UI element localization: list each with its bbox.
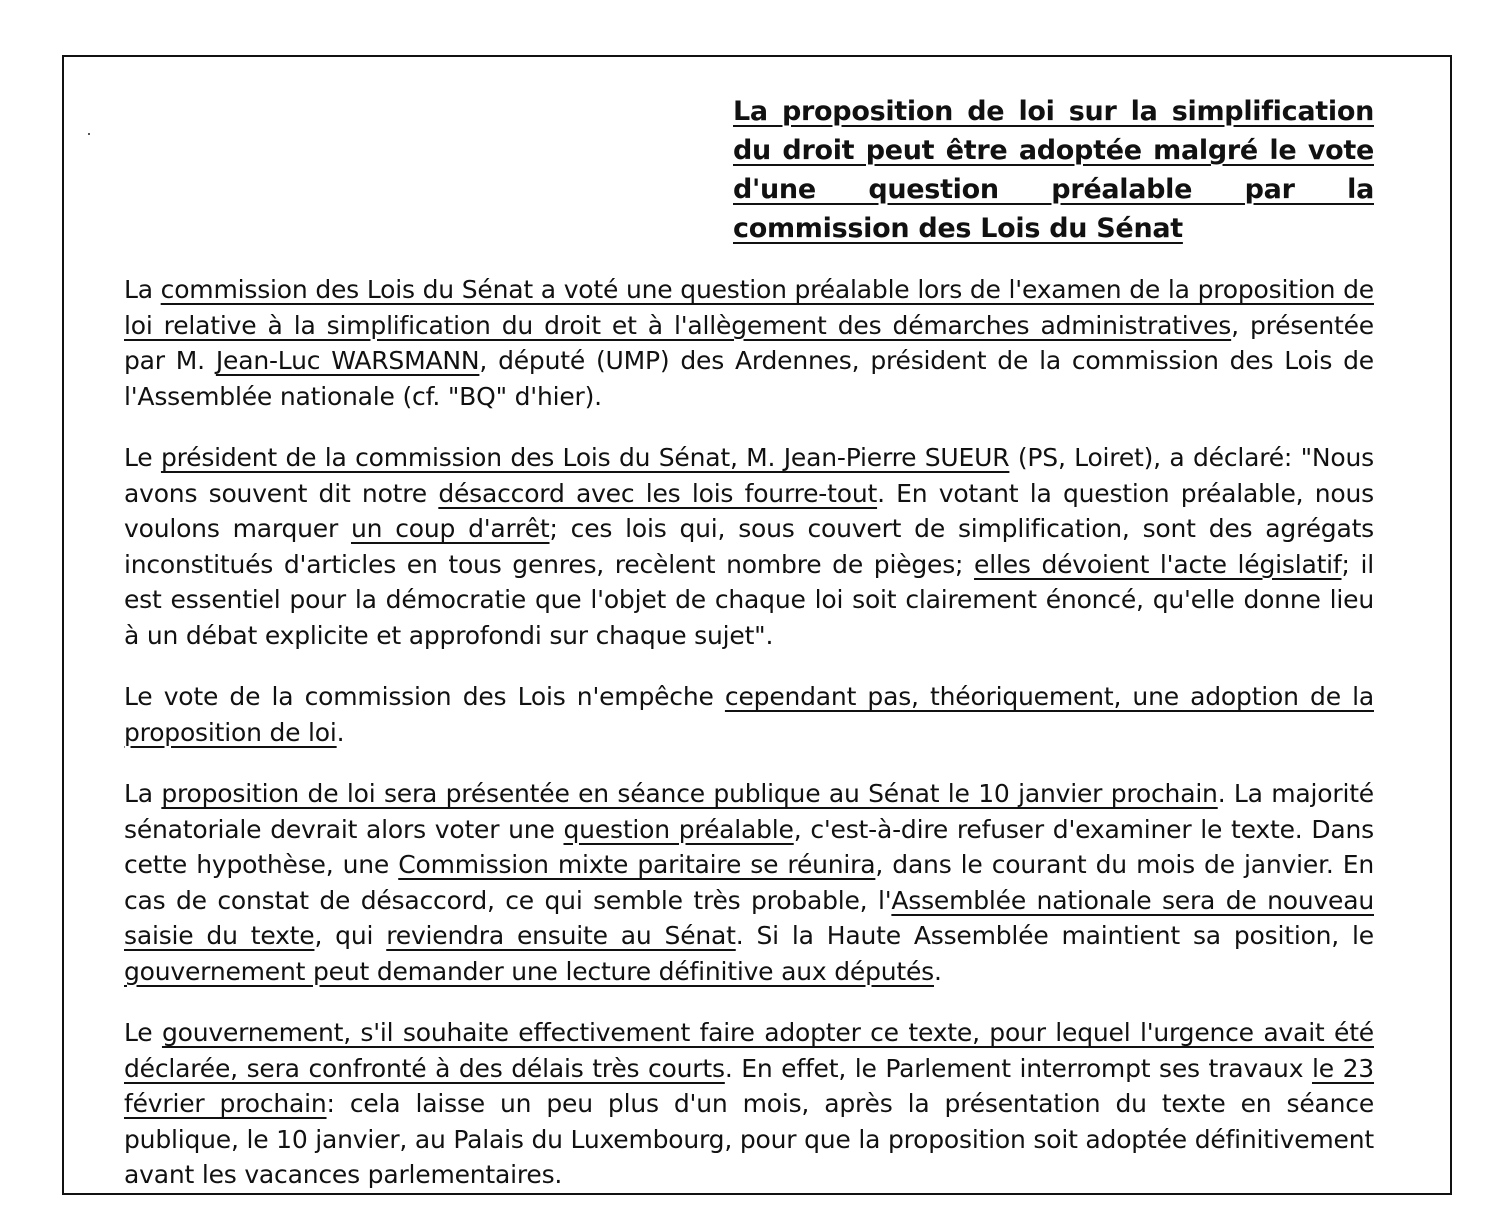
underlined-text: gouvernement, s'il souhaite effectivement faire adopter ce texte, pour lequel l'urgence avait été déclarée, sera confronté à des délais très courts xyxy=(124,1018,1374,1083)
underlined-text: désaccord avec les lois fourre-tout xyxy=(438,478,878,508)
underlined-text: reviendra ensuite au Sénat xyxy=(386,921,736,950)
paragraph xyxy=(124,679,1374,750)
paragraph xyxy=(124,272,1374,414)
headline: La proposition de loi sur la simplification du droit peut être adoptée malgré le vote d'une question préalable par la commission des Lois du Sénat xyxy=(733,96,1374,244)
text-run: . Si la Haute Assemblée maintient sa position, le xyxy=(735,921,1374,950)
text-run: : cela laisse un peu plus d'un mois, après la présentation du texte en séance publique, le 10 janvier, au Palais du Luxembourg, pour que la proposition soit adoptée définitivement avant les vacances parlementaires. xyxy=(124,1089,1375,1189)
underlined-text: Assemblée nationale sera de nouveau saisie du texte xyxy=(124,885,1374,950)
paragraph xyxy=(124,776,1374,989)
text-run: . xyxy=(934,956,942,986)
article-body xyxy=(124,272,1374,1219)
underlined-text: cependant pas, théoriquement, une adoption de la proposition de loi xyxy=(124,682,1374,747)
text-run: Le xyxy=(124,1018,162,1047)
text-run: La xyxy=(124,779,162,808)
underlined-text: président de la commission des Lois du Sénat, M. Jean-Pierre SUEUR xyxy=(160,443,1010,472)
text-run: , dans le courant du mois de janvier. En cas de constat de désaccord, ce qui semble très probable, l' xyxy=(124,850,1374,915)
paragraph xyxy=(124,440,1374,653)
scan-speck xyxy=(88,133,90,135)
underlined-text: gouvernement peut demander une lecture définitive aux députés xyxy=(124,956,934,986)
text-run: . En votant la question préalable, nous voulons marquer xyxy=(124,478,1374,543)
text-run: , c'est-à-dire refuser d'examiner le texte. Dans cette hypothèse, une xyxy=(124,814,1374,879)
text-run: . xyxy=(336,717,345,747)
text-run: , député (UMP) des Ardennes, président de la commission des Lois de l'Assemblée nationale (cf. "BQ" d'hier). xyxy=(124,346,1374,411)
underlined-text: Jean-Luc WARSMANN xyxy=(215,346,480,375)
underlined-text: elles dévoient l'acte législatif xyxy=(974,549,1342,579)
underlined-text: Commission mixte paritaire se réunira xyxy=(398,850,876,879)
underlined-text: proposition de loi sera présentée en séance publique au Sénat le 10 janvier prochain xyxy=(161,779,1218,808)
underlined-text: un coup d'arrêt xyxy=(350,514,550,543)
paragraph xyxy=(124,1015,1374,1193)
underlined-text: le 23 février prochain xyxy=(124,1053,1375,1118)
text-run: La xyxy=(124,275,161,304)
underlined-text: commission des Lois du Sénat a voté une question préalable lors de l'examen de la proposition de loi relative à la simplification du droit et à l'allègement des démarches administratives xyxy=(124,275,1374,340)
text-run: ; il est essentiel pour la démocratie que l'objet de chaque loi soit clairement énoncé, qu'elle donne lieu à un débat explicite et approfondi sur chaque sujet". xyxy=(124,549,1374,650)
text-run: , qui xyxy=(314,921,387,950)
text-run: (PS, Loiret), a déclaré: "Nous avons souvent dit notre xyxy=(124,443,1374,508)
text-run: Le vote de la commission des Lois n'empêche xyxy=(124,682,725,711)
text-run: , présentée par M. xyxy=(124,310,1374,375)
text-run: ; ces lois qui, sous couvert de simplification, sont des agrégats inconstitués d'articles en tous genres, recèlent nombre de pièges; xyxy=(124,514,1375,579)
underlined-text: question préalable xyxy=(563,814,794,844)
text-run: . La majorité sénatoriale devrait alors voter une xyxy=(124,779,1374,844)
text-run: Le xyxy=(124,443,161,472)
text-run: . En effet, le Parlement interrompt ses travaux xyxy=(724,1053,1312,1083)
